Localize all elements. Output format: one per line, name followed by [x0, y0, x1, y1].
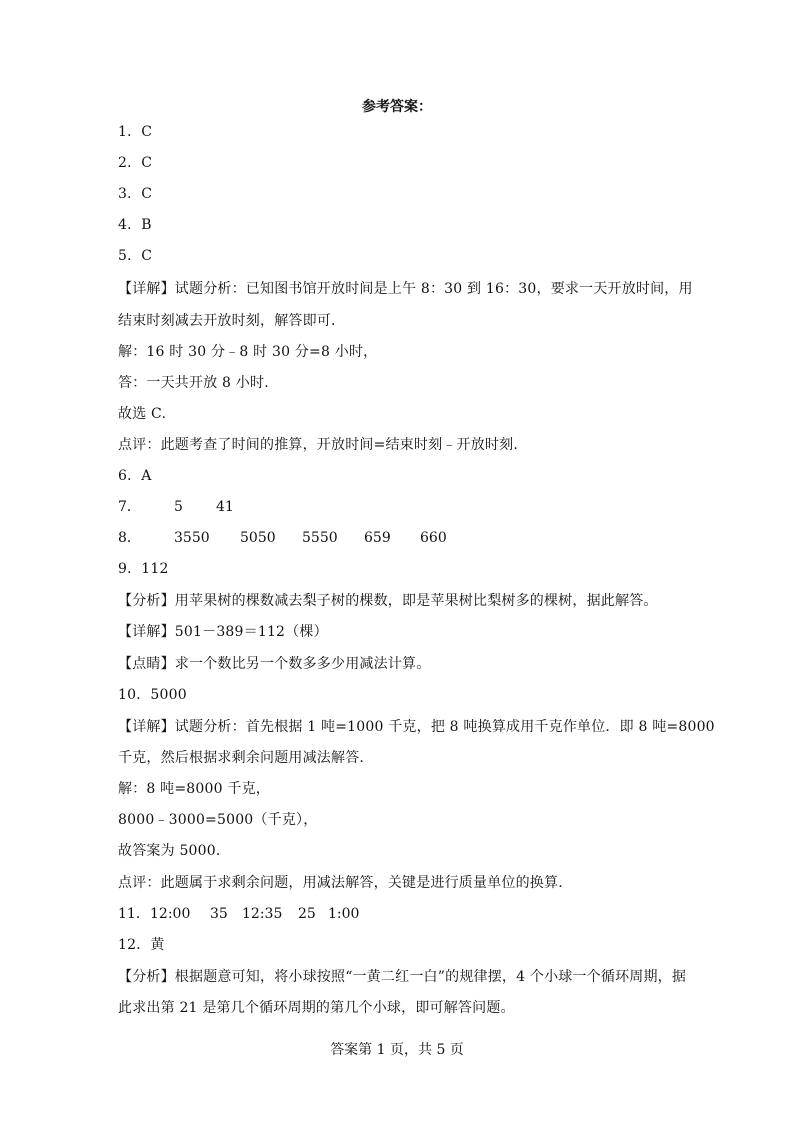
- blank-answer: 5: [174, 499, 183, 515]
- answer-10: 10．5000: [118, 687, 187, 703]
- comment-line: 【点睛】求一个数比另一个数多多少用减法计算。: [118, 656, 431, 672]
- blank-answer: 5550: [302, 530, 338, 546]
- blank-answer: 1:00: [328, 906, 360, 922]
- explanation-line: 千克，然后根据求剩余问题用减法解答.: [118, 750, 365, 766]
- solution-line: 8000﹣3000=5000（千克），: [118, 812, 318, 828]
- analysis-line: 【分析】根据题意可知，将小球按照“一黄二红一白”的规律摆，4 个小球一个循环周期，据: [118, 969, 687, 985]
- blank-answer: 659: [364, 530, 391, 546]
- choice-line: 故选 C.: [118, 406, 167, 422]
- blank-answer: 660: [420, 530, 447, 546]
- analysis-line: 【分析】用苹果树的棵数减去梨子树的棵数，即是苹果树比梨树多的棵树，据此解答。: [118, 593, 658, 609]
- blank-answer: 25: [298, 906, 316, 922]
- solution-line: 解：8 吨=8000 千克，: [118, 781, 270, 797]
- answer-5: 5．C: [118, 248, 153, 264]
- explanation-line: 【详解】501－389＝112（棵）: [118, 624, 328, 640]
- blank-answer: 41: [216, 499, 234, 515]
- explanation-line: 【详解】试题分析：已知图书馆开放时间是上午 8：30 到 16：30，要求一天开放时间，用: [118, 281, 693, 297]
- answer-3: 3．C: [118, 186, 153, 202]
- blank-answer: 5050: [240, 530, 276, 546]
- answer-6: 6．A: [118, 468, 152, 484]
- question-number: 11．: [118, 906, 150, 922]
- question-number: 7．: [118, 499, 141, 515]
- answer-1: 1．C: [118, 124, 153, 140]
- explanation-line: 【详解】试题分析：首先根据 1 吨=1000 千克，把 8 吨换算成用千克作单位．即 8 吨=8000: [118, 719, 715, 735]
- answer-line: 答：一天共开放 8 小时.: [118, 375, 269, 391]
- blank-answer: 12:00: [150, 906, 191, 922]
- answer-12: 12．黄: [118, 937, 165, 953]
- comment-line: 点评：此题属于求剩余问题，用减法解答，关键是进行质量单位的换算.: [118, 875, 563, 891]
- explanation-line: 结束时刻减去开放时刻，解答即可.: [118, 313, 336, 329]
- analysis-line: 此求出第 21 是第几个循环周期的第几个小球，即可解答问题。: [118, 1000, 515, 1016]
- blank-answer: 35: [210, 906, 228, 922]
- blank-answer: 3550: [174, 530, 210, 546]
- blank-answer: 12:35: [242, 906, 283, 922]
- page-title: 参考答案：: [362, 99, 432, 115]
- answer-2: 2．C: [118, 155, 153, 171]
- answer-4: 4．B: [118, 217, 152, 233]
- answer-9: 9．112: [118, 561, 169, 577]
- question-number: 8．: [118, 530, 141, 546]
- comment-line: 点评：此题考查了时间的推算，开放时间=结束时刻﹣开放时刻.: [118, 437, 518, 453]
- answer-line: 故答案为 5000.: [118, 843, 221, 859]
- page-footer: 答案第 1 页，共 5 页: [330, 1042, 464, 1058]
- solution-line: 解：16 时 30 分﹣8 时 30 分=8 小时，: [118, 344, 378, 360]
